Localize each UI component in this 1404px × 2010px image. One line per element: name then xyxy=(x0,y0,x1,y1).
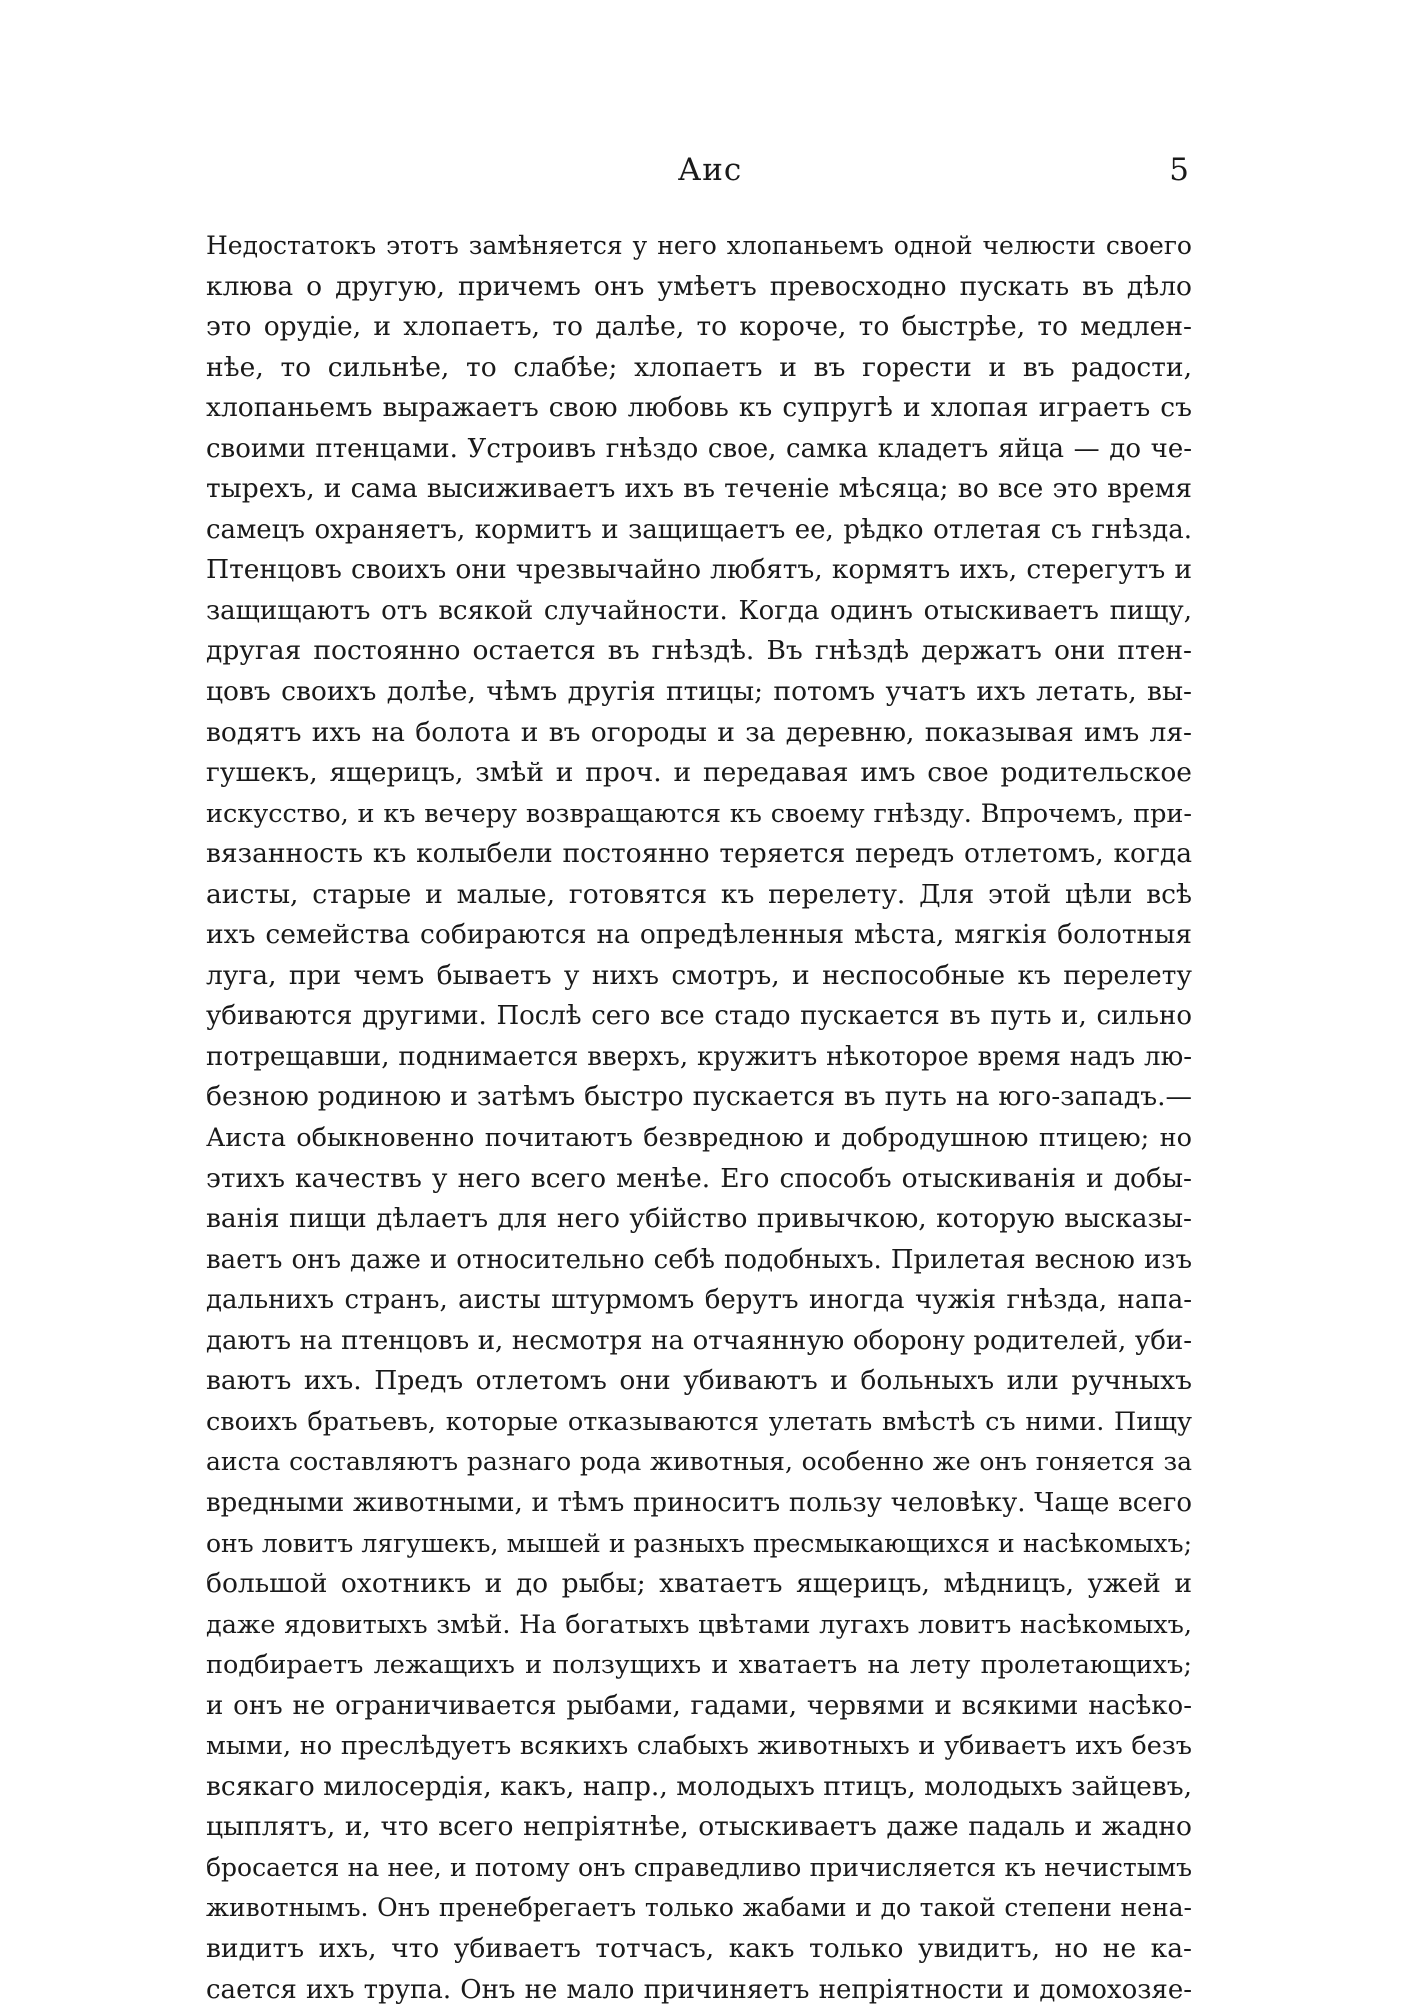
text-line: цыплятъ, и, что всего непріятнѣе, отыскиваетъ даже падаль и жадно xyxy=(206,1811,1192,1843)
text-line: ихъ семейства собираются на опредѣленныя мѣста, мягкія болотныя xyxy=(206,919,1192,951)
text-line: защищаютъ отъ всякой случайности. Когда одинъ отыскиваетъ пищу, xyxy=(206,595,1192,626)
text-line: даютъ на птенцовъ и, несмотря на отчаянную оборону родителей, уби- xyxy=(206,1325,1192,1356)
text-line: хлопаньемъ выражаетъ свою любовь къ супругѣ и хлопая играетъ съ xyxy=(206,392,1192,424)
text-line: своими птенцами. Устроивъ гнѣздо свое, самка кладетъ яйца — до че- xyxy=(206,433,1192,464)
text-line: большой охотникъ и до рыбы; хватаетъ ящерицъ, мѣдницъ, ужей и xyxy=(206,1568,1192,1600)
text-line: вязанность къ колыбели постоянно теряется передъ отлетомъ, когда xyxy=(206,838,1192,870)
text-line: вредными животными, и тѣмъ приноситъ пользу человѣку. Чаще всего xyxy=(206,1487,1192,1518)
text-line: цовъ своихъ долѣе, чѣмъ другія птицы; потомъ учатъ ихъ летать, вы- xyxy=(206,676,1192,708)
text-line: нѣе, то сильнѣе, то слабѣе; хлопаетъ и въ горести и въ радости, xyxy=(206,351,1192,383)
text-line: животнымъ. Онъ пренебрегаетъ только жабами и до такой степени нена- xyxy=(206,1893,1192,1923)
running-title: Аис xyxy=(677,152,743,188)
text-line: видитъ ихъ, что убиваетъ тотчасъ, какъ только увидитъ, но не ка- xyxy=(206,1932,1192,1964)
text-line: онъ ловитъ лягушекъ, мышей и разныхъ пресмыкающихся и насѣкомыхъ; xyxy=(206,1528,1192,1558)
text-line: аиста составляютъ разнаго рода животныя, особенно же онъ гоняется за xyxy=(206,1447,1192,1477)
text-line: Аиста обыкновенно почитаютъ безвредною и добродушною птицею; но xyxy=(206,1123,1192,1154)
text-line: подбираетъ лежащихъ и ползущихъ и хватаетъ на лету пролетающихъ; xyxy=(206,1650,1192,1681)
text-line: безною родиною и затѣмъ быстро пускается въ путь на юго-западъ.— xyxy=(206,1081,1192,1113)
text-line: это орудіе, и хлопаетъ, то далѣе, то короче, то быстрѣе, то медлен- xyxy=(206,311,1192,343)
text-line: убиваются другими. Послѣ сего все стадо пускается въ путь и, сильно xyxy=(206,1001,1192,1032)
text-line: бросается на нее, и потому онъ справедливо причисляется къ нечистымъ xyxy=(206,1852,1192,1882)
text-line: Недостатокъ этотъ замѣняется у него хлопаньемъ одной челюсти своего xyxy=(206,231,1192,260)
text-line: дальнихъ странъ, аисты штурмомъ берутъ иногда чужія гнѣзда, напа- xyxy=(206,1285,1192,1316)
text-line: Птенцовъ своихъ они чрезвычайно любятъ, кормятъ ихъ, стерегутъ и xyxy=(206,554,1192,586)
text-line: потрещавши, поднимается вверхъ, кружитъ нѣкоторое время надъ лю- xyxy=(206,1041,1192,1072)
text-line: ваетъ онъ даже и относительно себѣ подобныхъ. Прилетая весною изъ xyxy=(206,1244,1192,1275)
text-line: другая постоянно остается въ гнѣздѣ. Въ гнѣздѣ держатъ они птен- xyxy=(206,635,1192,667)
text-line: всякаго милосердія, какъ, напр., молодыхъ птицъ, молодыхъ зайцевъ, xyxy=(206,1770,1192,1802)
text-line: луга, при чемъ бываетъ у нихъ смотръ, и неспособные къ перелету xyxy=(206,959,1192,991)
text-line: самецъ охраняетъ, кормитъ и защищаетъ ее, рѣдко отлетая съ гнѣзда. xyxy=(206,514,1192,545)
text-line: гушекъ, ящерицъ, змѣй и проч. и передавая имъ свое родительское xyxy=(206,757,1192,789)
text-line: даже ядовитыхъ змѣй. На богатыхъ цвѣтами лугахъ ловитъ насѣкомыхъ, xyxy=(206,1609,1192,1640)
text-line: клюва о другую, причемъ онъ умѣетъ превосходно пускать въ дѣло xyxy=(206,270,1192,302)
text-line: аисты, старые и малые, готовятся къ перелету. Для этой цѣли всѣ xyxy=(206,878,1192,910)
body-text xyxy=(206,226,1192,2010)
text-line: ваютъ ихъ. Предъ отлетомъ они убиваютъ и больныхъ или ручныхъ xyxy=(206,1365,1192,1397)
text-line: сается ихъ трупа. Онъ не мало причиняетъ непріятности и домохозяе- xyxy=(206,1974,1192,2005)
text-line: этихъ качествъ у него всего менѣе. Его способъ отыскиванія и добы- xyxy=(206,1162,1192,1194)
text-line: и онъ не ограничивается рыбами, гадами, червями и всякими насѣко- xyxy=(206,1690,1192,1721)
text-line: искусство, и къ вечеру возвращаются къ своему гнѣзду. Впрочемъ, при- xyxy=(206,798,1192,829)
text-line: ванія пищи дѣлаетъ для него убійство привычкою, которую высказы- xyxy=(206,1203,1192,1235)
text-line: своихъ братьевъ, которые отказываются улетать вмѣстѣ съ ними. Пищу xyxy=(206,1406,1192,1437)
text-line: тырехъ, и сама высиживаетъ ихъ въ теченіе мѣсяца; во все это время xyxy=(206,473,1192,505)
text-line: мыми, но преслѣдуетъ всякихъ слабыхъ животныхъ и убиваетъ ихъ безъ xyxy=(206,1731,1192,1762)
text-line: водятъ ихъ на болота и въ огороды и за деревню, показывая имъ ля- xyxy=(206,716,1192,748)
page-number: 5 xyxy=(1169,152,1189,188)
